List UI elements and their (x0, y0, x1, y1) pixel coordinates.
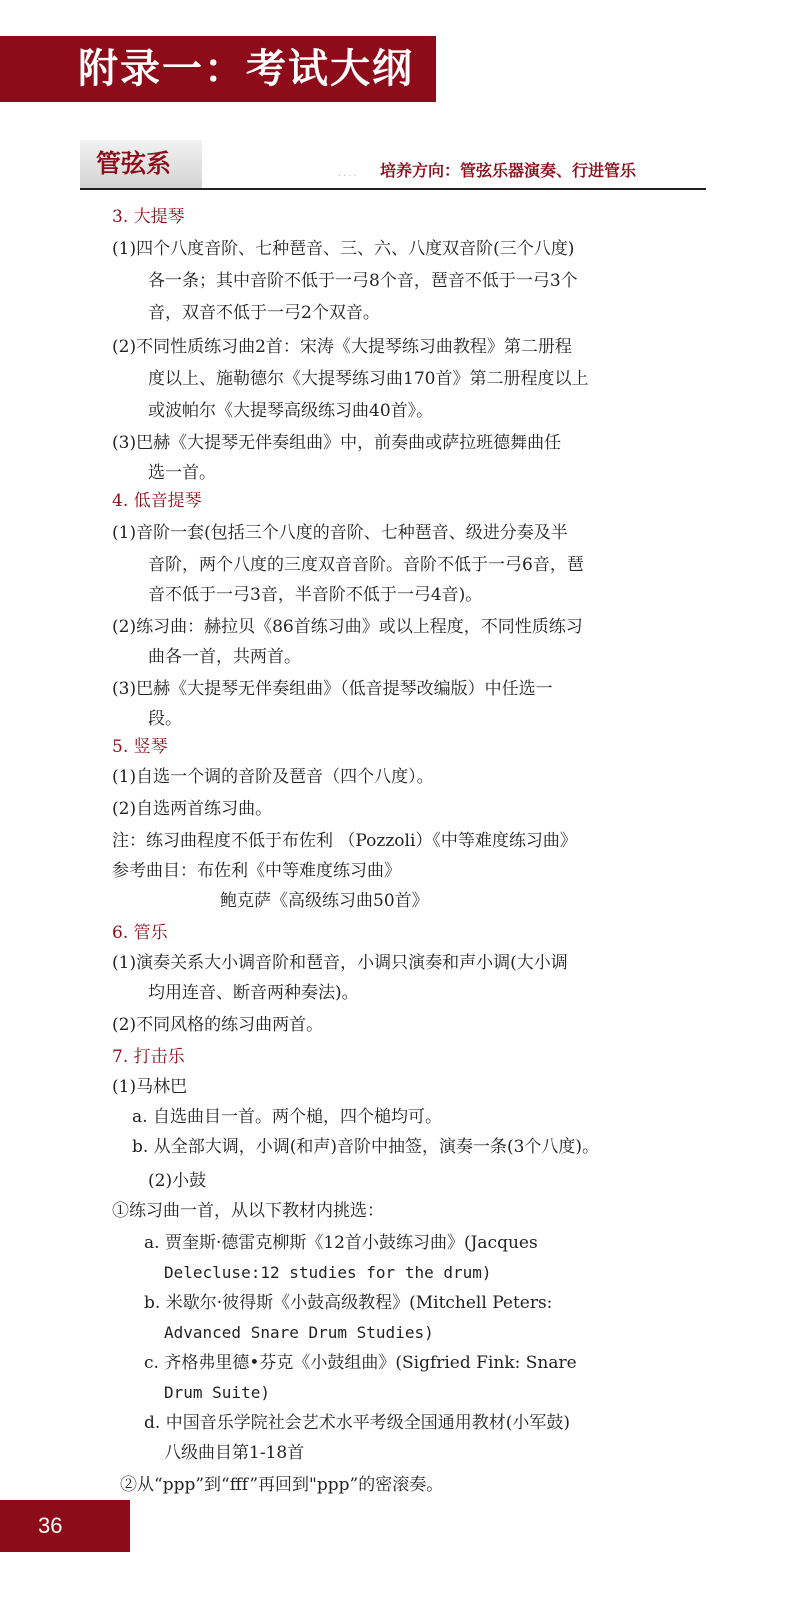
text-line: (3)巴赫《大提琴无伴奏组曲》（低音提琴改编版）中任选一 (112, 679, 553, 699)
heading-double-bass: 4. 低音提琴 (112, 491, 202, 511)
note-line: 注：练习曲程度不低于布佐利 （Pozzoli）《中等难度练习曲》 (112, 831, 577, 851)
text-line: (2)小鼓 (148, 1171, 207, 1191)
text-line: (3)巴赫《大提琴无伴奏组曲》中，前奏曲或萨拉班德舞曲任 (112, 433, 562, 453)
text-line: (1)演奏关系大小调音阶和琶音，小调只演奏和声小调(大小调 (112, 953, 568, 973)
training-direction: 培养方向：管弦乐器演奏、行进管乐 (380, 161, 637, 180)
text-line: 或波帕尔《大提琴高级练习曲40首》。 (148, 401, 434, 421)
text-line: (2)练习曲：赫拉贝《86首练习曲》或以上程度，不同性质练习 (112, 617, 583, 637)
department-name: 管弦系 (96, 149, 172, 178)
section-divider (80, 188, 706, 190)
department-label-box (80, 140, 202, 188)
text-line: (2)自选两首练习曲。 (112, 799, 273, 819)
text-line: Delecluse:12 studies for the drum) (164, 1263, 492, 1282)
text-line: 段。 (148, 709, 182, 729)
text-line: (1)四个八度音阶、七种琶音、三、六、八度双音阶(三个八度) (112, 239, 575, 259)
text-line: (2)不同风格的练习曲两首。 (112, 1015, 324, 1035)
text-line: (2)不同性质练习曲2首：宋涛《大提琴练习曲教程》第二册程 (112, 337, 572, 357)
page-title: 附录一：考试大纲 (78, 46, 414, 92)
text-line: 八级曲目第1-18首 (164, 1443, 305, 1463)
text-line: 各一条；其中音阶不低于一弓8个音，琶音不低于一弓3个 (148, 271, 578, 291)
reference-line: 参考曲目：布佐利《中等难度练习曲》 (112, 861, 401, 881)
text-line: b. 米歇尔·彼得斯《小鼓高级教程》(Mitchell Peters: (144, 1293, 553, 1313)
text-line: ①练习曲一首，从以下教材内挑选： (112, 1201, 384, 1221)
text-line: (1)音阶一套(包括三个八度的音阶、七种琶音、级进分奏及半 (112, 523, 568, 543)
text-line: 均用连音、断音两种奏法)。 (148, 983, 359, 1003)
heading-percussion: 7. 打击乐 (112, 1047, 185, 1067)
heading-cello: 3. 大提琴 (112, 207, 185, 227)
title-banner (0, 36, 436, 102)
decorative-dots: .... (338, 168, 359, 179)
text-line: (1)马林巴 (112, 1077, 188, 1097)
text-line: 度以上、施勒德尔《大提琴练习曲170首》第二册程度以上 (148, 369, 589, 389)
page-number-box (0, 1500, 130, 1552)
text-line: Advanced Snare Drum Studies) (164, 1323, 434, 1342)
reference-line: 鲍克萨《高级练习曲50首》 (220, 891, 429, 911)
text-line: (1)自选一个调的音阶及琶音（四个八度）。 (112, 767, 434, 787)
heading-harp: 5. 竖琴 (112, 737, 168, 757)
text-line: 曲各一首，共两首。 (148, 647, 301, 667)
text-line: 选一首。 (148, 463, 216, 483)
text-line: d. 中国音乐学院社会艺术水平考级全国通用教材(小军鼓) (144, 1413, 570, 1433)
heading-winds: 6. 管乐 (112, 923, 168, 943)
page-number: 36 (38, 1513, 63, 1538)
text-line: 音，双音不低于一弓2个双音。 (148, 303, 380, 323)
text-line: 音不低于一弓3音，半音阶不低于一弓4音)。 (148, 585, 483, 605)
text-line: a. 贾奎斯·德雷克柳斯《12首小鼓练习曲》(Jacques (144, 1233, 538, 1253)
text-line: b. 从全部大调，小调(和声)音阶中抽签，演奏一条(3个八度)。 (132, 1137, 600, 1157)
text-line: ②从“ppp”到“fff”再回到"ppp”的密滚奏。 (120, 1475, 444, 1495)
text-line: Drum Suite) (164, 1383, 270, 1402)
text-line: a. 自选曲目一首。两个槌，四个槌均可。 (132, 1107, 442, 1127)
text-line: c. 齐格弗里德•芬克《小鼓组曲》(Sigfried Fink: Snare (144, 1353, 577, 1373)
text-line: 音阶，两个八度的三度双音音阶。音阶不低于一弓6音，琶 (148, 555, 584, 575)
